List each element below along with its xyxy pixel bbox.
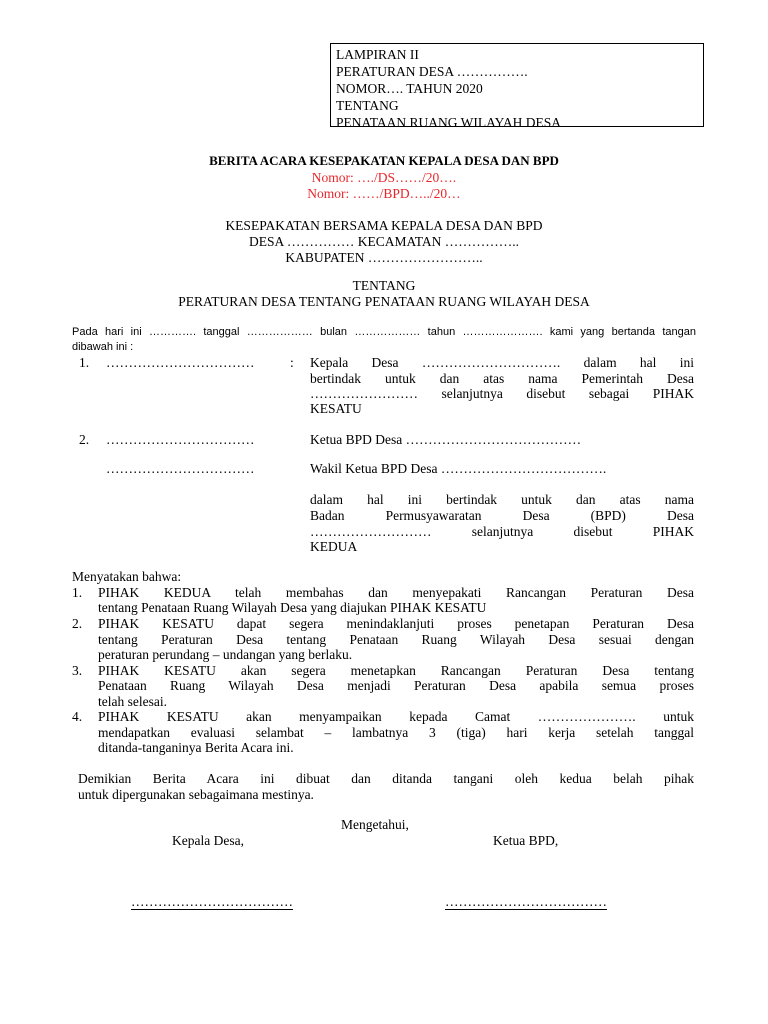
nomor-ds: Nomor: …./DS……/20…. <box>311 170 457 185</box>
closing-line: untuk dipergunakan sebagaimana mestinya. <box>78 787 314 802</box>
statement-line: peraturan perundang – undangan yang berlaku. <box>98 647 353 662</box>
kepala-desa-signature: ……………………………… <box>131 894 293 909</box>
ketua-bpd-label: Ketua BPD, <box>493 833 559 848</box>
statement-line: PIHAK KESATU akan menyampaikan kepada Camat …………………. untuk <box>98 709 694 724</box>
kesepakatan-kabupaten: KABUPATEN …………………….. <box>285 250 483 265</box>
statement-line: PIHAK KESATU akan segera menetapkan Rancangan Peraturan Desa tentang <box>98 663 694 678</box>
party-1-desc: KESATU <box>310 401 362 416</box>
document-title: BERITA ACARA KESEPAKATAN KEPALA DESA DAN BPD <box>209 153 559 168</box>
statement-line: PIHAK KEDUA telah membahas dan menyepakati Rancangan Peraturan Desa <box>98 585 694 600</box>
lampiran-box <box>330 43 704 130</box>
mengetahui-label: Mengetahui, <box>341 817 409 832</box>
party-3-name: …………………………… <box>106 461 255 476</box>
statement-line: tentang Peraturan Desa tentang Penataan Ruang Wilayah Desa sesuai dengan <box>98 632 694 647</box>
tentang-label: TENTANG <box>352 278 416 293</box>
party-1-role: Kepala Desa …………………………. dalam hal ini <box>310 355 694 370</box>
intro-line-2: dibawah ini : <box>72 341 134 353</box>
party-3-role: Wakil Ketua BPD Desa ………………………………. <box>310 461 607 476</box>
statement-number: 4. <box>72 709 83 724</box>
party-2-desc: dalam hal ini bertindak untuk dan atas nama <box>310 492 694 507</box>
kesepakatan-title: KESEPAKATAN BERSAMA KEPALA DESA DAN BPD <box>225 218 543 233</box>
statement-number: 1. <box>72 585 83 600</box>
statement-number: 2. <box>72 616 83 631</box>
ketua-bpd-signature: ……………………………… <box>445 894 607 909</box>
lampiran-line: PENATAAN RUANG WILAYAH DESA <box>336 115 562 130</box>
statements-label: Menyatakan bahwa: <box>72 569 182 584</box>
statement-line: ditanda-tanganinya Berita Acara ini. <box>98 740 294 755</box>
kepala-desa-label: Kepala Desa, <box>172 833 244 848</box>
intro-line: Pada hari ini …………. tanggal ……………… bulan ……………… tahun …………………. kami yang bertanda tangan <box>72 326 696 338</box>
statement-line: PIHAK KESATU dapat segera menindaklanjuti proses penetapan Peraturan Desa <box>98 616 694 631</box>
lampiran-line: TENTANG <box>336 98 399 113</box>
party-2-desc: Badan Permusyawaratan Desa (BPD) Desa <box>310 508 694 523</box>
kesepakatan-desa: DESA …………… KECAMATAN …………….. <box>248 234 520 249</box>
party-2-number: 2. <box>79 432 90 447</box>
lampiran-line: NOMOR…. TAHUN 2020 <box>336 81 483 96</box>
lampiran-line: PERATURAN DESA ……………. <box>336 64 528 79</box>
statement-line: telah selesai. <box>98 694 167 709</box>
party-1-colon: : <box>290 355 294 370</box>
party-2-desc: KEDUA <box>310 539 358 554</box>
closing-line: Demikian Berita Acara ini dibuat dan ditanda tangani oleh kedua belah pihak <box>78 771 694 786</box>
party-1-number: 1. <box>79 355 90 370</box>
party-2-name: …………………………… <box>106 432 255 447</box>
party-2-desc: ……………………… selanjutnya disebut PIHAK <box>310 524 694 539</box>
nomor-bpd: Nomor: ……/BPD…../20… <box>307 186 461 201</box>
lampiran-line: LAMPIRAN II <box>336 47 419 62</box>
tentang-subject: PERATURAN DESA TENTANG PENATAAN RUANG WILAYAH DESA <box>178 294 590 309</box>
party-1-name: …………………………… <box>106 355 255 370</box>
party-1-desc: …………………… selanjutnya disebut sebagai PIHAK <box>310 386 694 401</box>
statement-number: 3. <box>72 663 83 678</box>
statement-line: tentang Penataan Ruang Wilayah Desa yang diajukan PIHAK KESATU <box>98 600 487 615</box>
party-2-role: Ketua BPD Desa ………………………………… <box>310 432 582 447</box>
statement-line: Penataan Ruang Wilayah Desa menjadi Peraturan Desa apabila semua proses <box>98 678 694 693</box>
party-1-desc: bertindak untuk dan atas nama Pemerintah Desa <box>310 371 694 386</box>
statement-line: mendapatkan evaluasi selambat – lambatnya 3 (tiga) hari kerja setelah tanggal <box>98 725 694 740</box>
